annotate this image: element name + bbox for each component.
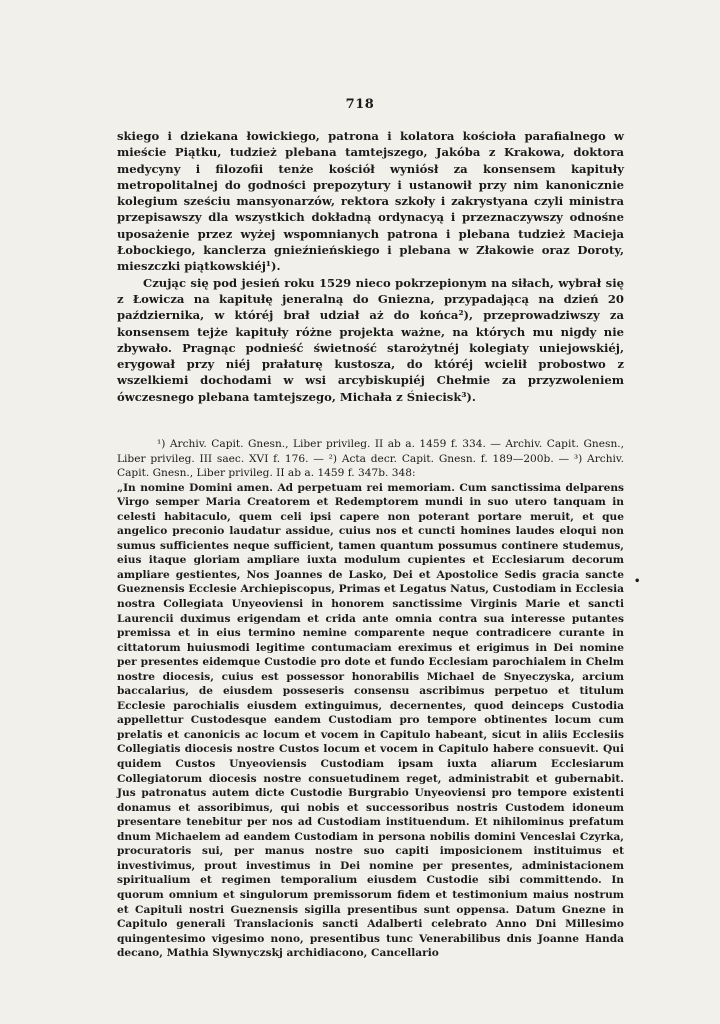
footnote-latin-text: „In nomine Domini amen. Ad perpetuam rei memoriam. Cum sanctissima delparens Virgo semper Maria Creatorem et Redemptorem mundi in suo utero tanquam in celesti habitaculo, quem celi ipsi capere non poterant portare meruit, et que angelico preconio laudatur assidue, cuius nos et cuncti homines laudes eloqui non sumus sufficientes neque sufficient, tamen quantum possumus continere studemus, eius itaque gloriam ampliare iuxta modulum cupientes et Ecclesiarum decorum ampliare gestientes, Nos Joannes de Lasko, Dei et Apostolice Sedis gracia sancte Gueznensis Ecclesie Archiepiscopus, Primas et Legatus Natus, Custodiam in Ecclesia nostra Collegiata Unyeoviensi in honorem sanctissime Virginis Marie et sancti Laurencii duximus erigendam et crida ante omnia contra sua interesse putantes premissa et in eius termino nemine comparente neque contradicere curante in cittatorum huiusmodi legitime contumaciam ereximus et erigimus in Dei nomine per presentes eidemque Custodie pro dote et fundo Ecclesiam parochialem in Chelm nostre diocesis, cuius est possessor honorabilis Michael de Snyeczyska, arcium baccalarius, de eiusdem posseseris consensu ascribimus perpetuo et titulum Ecclesie parochialis eiusdem extinguimus, decernentes, quod deinceps Custodia appellettur Custodesque eandem Custodiam pro tempore obtinentes locum cum prelatis et canonicis ac locum et vocem in Capitulo habeant, sicut in aliis Ecclesiis Collegiatis diocesis nostre Custos locum et vocem in Capitulo habere consuevit. Qui quidem Custos Unyeoviensis Custodiam ipsam iuxta aliarum Ecclesiarum Collegiatorum diocesis nostre consuetudinem reget, administrabit et gubernabit. Jus patronatus autem dicte Custodie Burgrabio Unyeoviensi pro tempore existenti donamus et assoribimus, qui nobis et successoribus nostris Custodem idoneum presentare tenebitur per nos ad Custodiam instituendum. Et nihilominus prefatum dnum Michaelem ad eandem Custodiam in persona nobilis domini Venceslai Czyrka, procuratoris sui, per manus nostre suo capiti imposicionem instituimus et investivimus, prout investimus in Dei nomine per presentes, administacionem spiritualium et regimen temporalium eiusdem Custodie sibi committendo. In quorum omnium et singulorum premissorum fidem et testimonium maius nostrum et Capituli nostri Gueznensis sigilla presentibus sunt oppensa. Datum Gnezne in Capitulo generali Translacionis sancti Adalberti celebrato Anno Dni Millesimo quingentesimo vigesimo nono, presentibus tunc Venerabilibus dnis Joanne Handa decano, Mathia Slywnyczskj archidiacono, Cancellario <box>117 481 624 960</box>
body-paragraph-1: skiego i dziekana łowickiego, patrona i kolatora kościoła parafialnego w mieście Piątku, tudzież plebana tamtejszego, Jakóba z Krakowa, doktora medycyny i filozofii tenże kościół wyniósł za konsensem kapituły metropolitalnej do godności prepozytury i ustanowił przy nim kanonicznie kolegium sześciu mansyonarzów, rektora szkoły i zakrystyana czyli ministra przepisawszy dla wszystkich dokładną ordynacyą i przeznaczywszy odnośne uposażenie przez wyżej wspomnianych patrona i plebana tudzież Macieja Łobockiego, kanclerza gnieźnieńskiego i plebana w Złakowie oraz Doroty, mieszczki piątkowskiéj¹). <box>117 129 624 274</box>
footnote-references: ¹) Archiv. Capit. Gnesn., Liber privileg. II ab a. 1459 f. 334. — Archiv. Capit. Gnesn., Liber privileg. III saec. XVI f. 176. — ²) Acta decr. Capit. Gnesn. f. 189—200b. — ³) Archiv. Capit. Gnesn., Liber privileg. II ab a. 1459 f. 347b. 348: <box>117 438 624 480</box>
body-paragraph-2: Czując się pod jesień roku 1529 nieco pokrzepionym na siłach, wybrał się z Łowicza na kapitułę jeneralną do Gniezna, przypadającą na dzień 20 października, w któréj brał udział aż do końca²), przeprowadziwszy za konsensem tejże kapituły różne projekta ważne, na których mu nigdy nie zbywało. Pragnąc podnieść świetność starożytnéj kolegiaty uniejowskiéj, erygował przy niéj prałaturę kustosza, do któréj wcielił probostwo z wszelkiemi dochodami w wsi arcybiskupiéj Chełmie za przyzwoleniem ówczesnego plebana tamtejszego, Michała z Śniecisk³). <box>117 275 624 404</box>
main-text <box>117 128 624 405</box>
page-number: 718 <box>345 97 375 112</box>
margin-mark: • <box>634 576 641 587</box>
footnotes <box>117 437 624 961</box>
